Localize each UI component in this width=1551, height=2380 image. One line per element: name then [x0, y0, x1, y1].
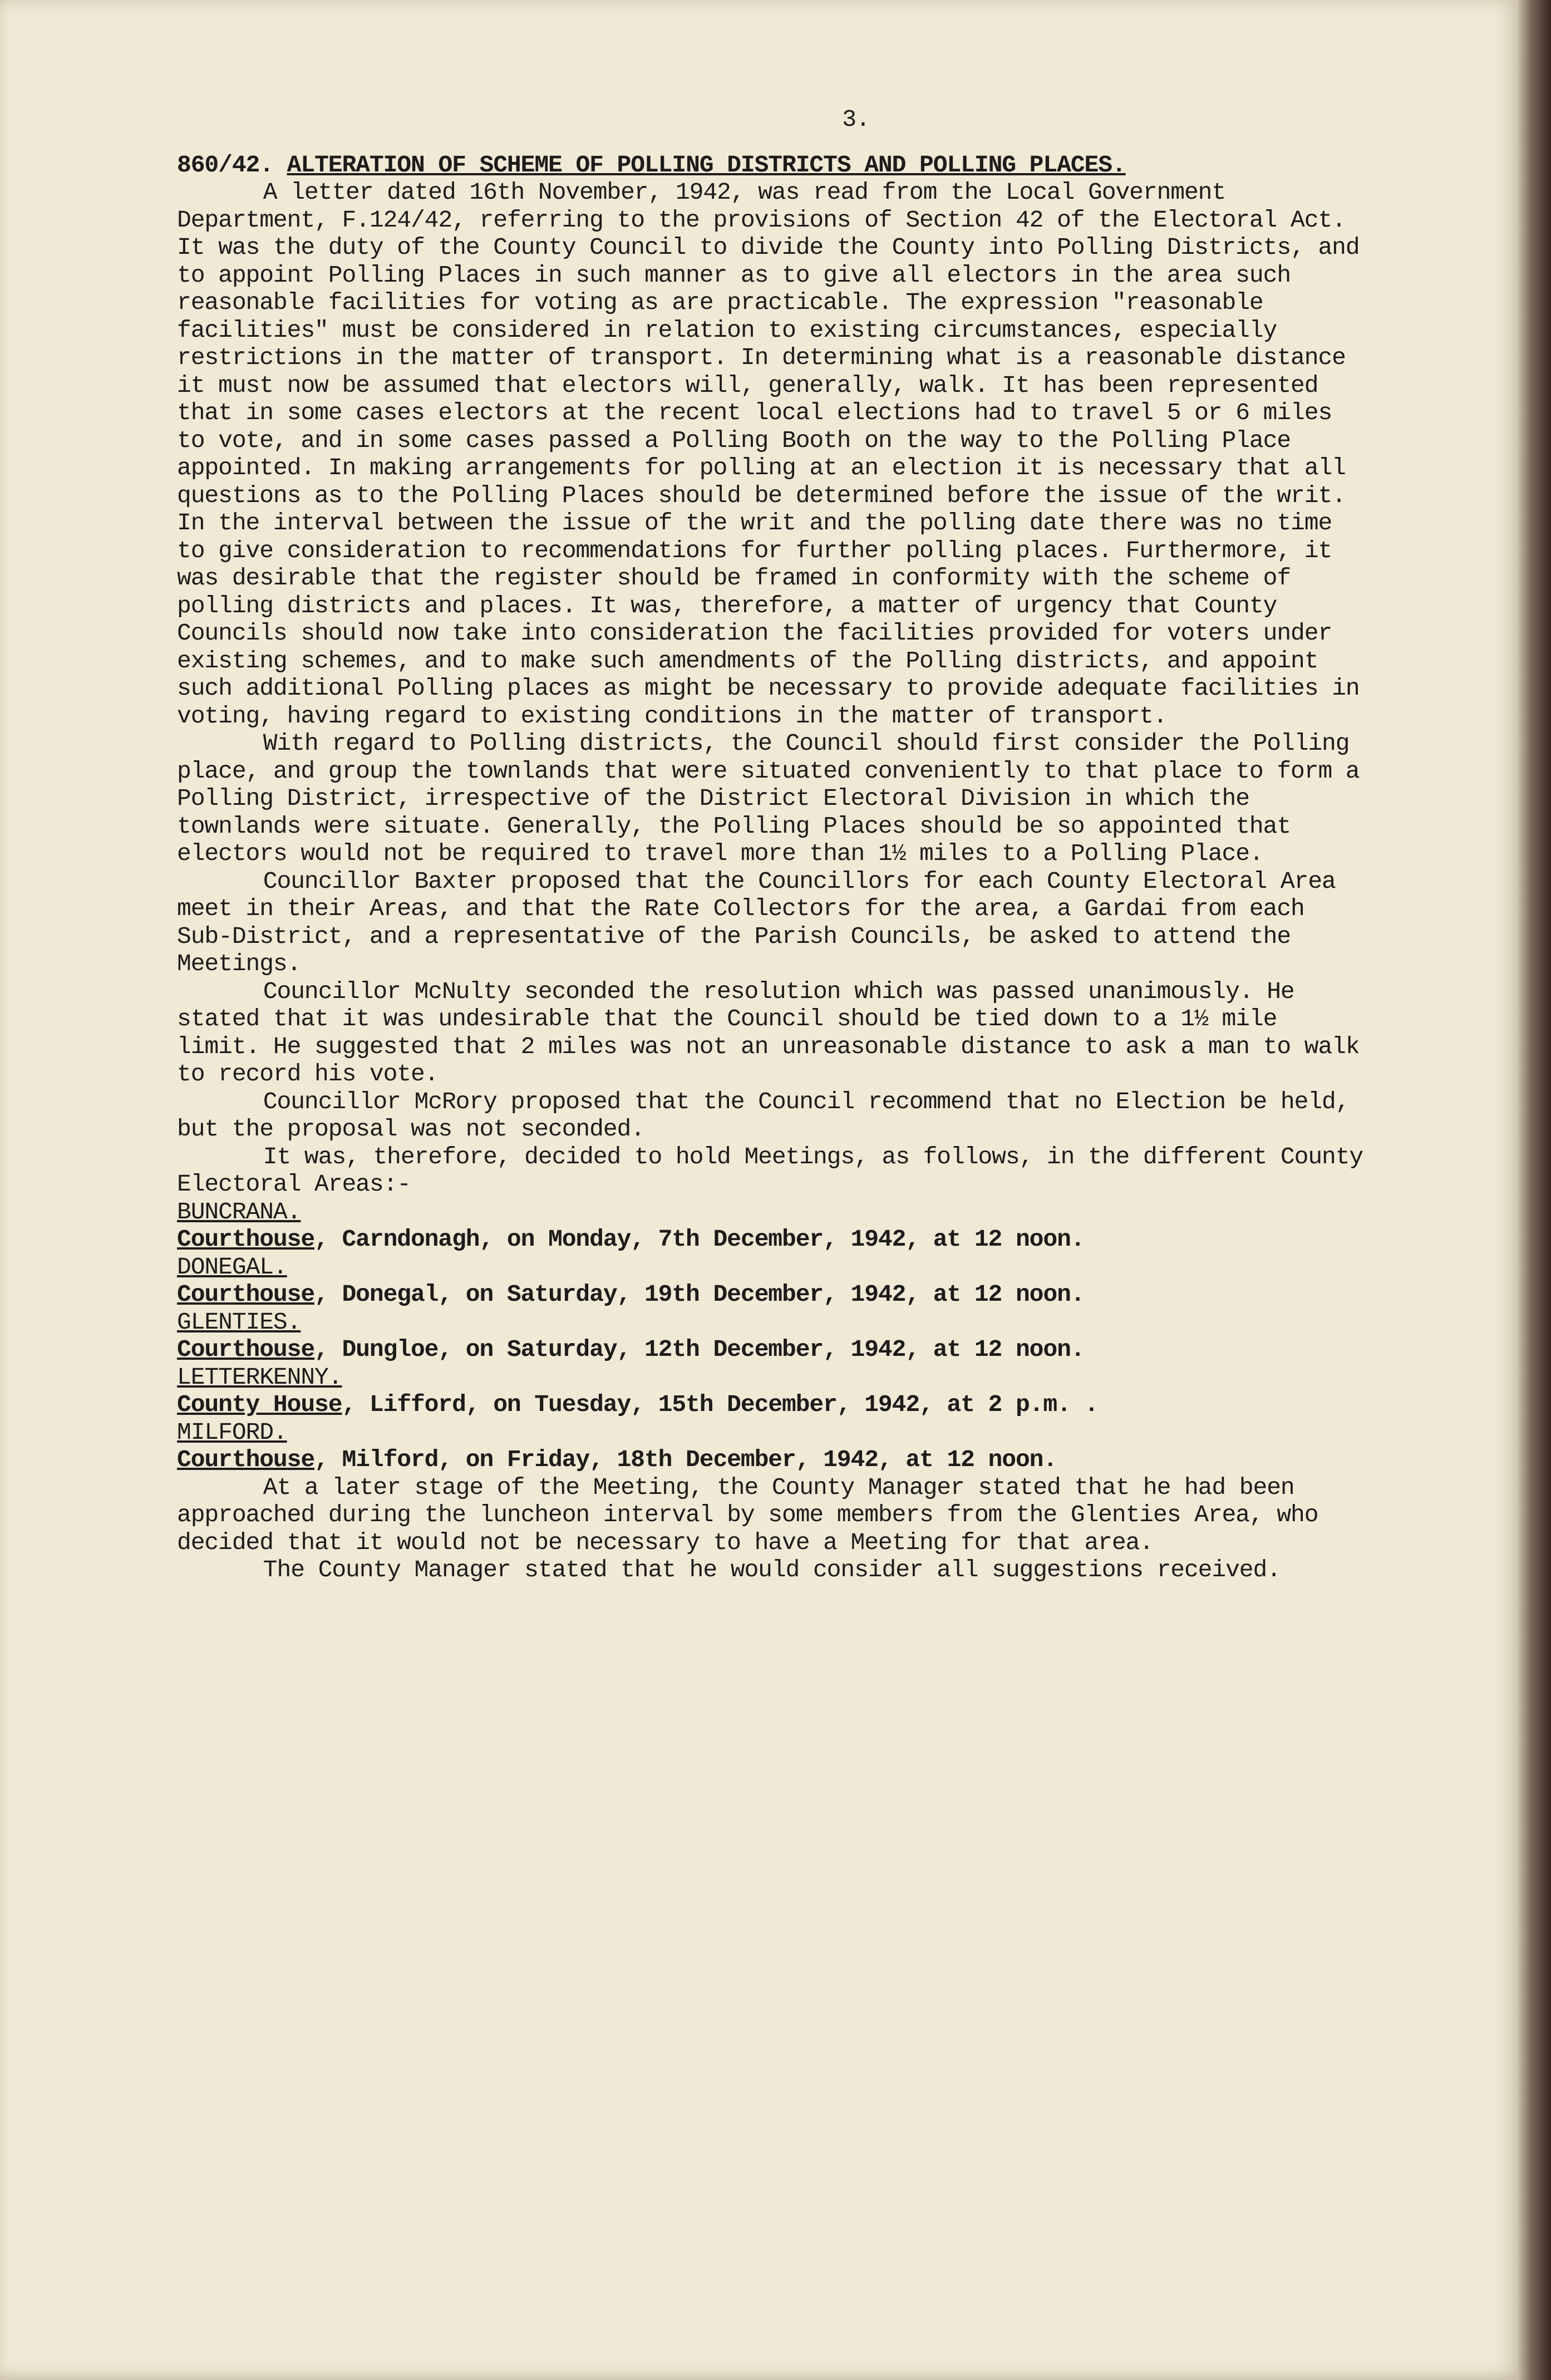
minute-reference: 860/42.: [177, 151, 273, 179]
meeting-area: GLENTIES.: [177, 1308, 301, 1336]
meeting-details: County House, Lifford, on Tuesday, 15th December, 1942, at 2 p.m. .: [177, 1391, 1099, 1418]
paragraph-decision: It was, therefore, decided to hold Meetings, as follows, in the different County Electoral Areas:-: [177, 1143, 1363, 1198]
paragraph-suggestions: The County Manager stated that he would consider all suggestions received.: [263, 1556, 1281, 1584]
meeting-area: MILFORD.: [177, 1418, 287, 1446]
page-number: 3.: [842, 106, 870, 133]
paragraph-letter: A letter dated 16th November, 1942, was read from the Local Government Department, F.124/42, referring to the provisions of Section 42 of the Electoral Act. It was the duty of the County Council to divide the County into Polling Districts, and to appoint Polling Places in such manner as to give all electors in the area such reasonable facilities for voting as are practicable. The expression "reasonable facilities" must be considered in relation to existing circumstances, especially restrictions in the matter of transport. In determining what is a reasonable distance it must now be assumed that electors will, generally, walk. It has been represented that in some cases electors at the recent local elections had to travel 5 or 6 miles to vote, and in some cases passed a Polling Booth on the way to the Polling Place appointed. In making arrangements for polling at an election it is necessary that all questions as to the Polling Places should be determined before the issue of the writ. In the interval between the issue of the writ and the polling date there was no time to give consideration to recommendations for further polling places. Furthermore, it was desirable that the register should be framed in conformity with the scheme of polling districts and places. It was, therefore, a matter of urgency that County Councils should now take into consideration the facilities provided for voters under existing schemes, and to make such amendments of the Polling districts, and appoint such additional Polling places as might be necessary to provide adequate facilities in voting, having regard to existing conditions in the matter of transport.: [177, 179, 1360, 730]
meeting-area: LETTERKENNY.: [177, 1363, 342, 1391]
minute-title: ALTERATION OF SCHEME OF POLLING DISTRICTS AND POLLING PLACES.: [287, 151, 1126, 179]
meeting-details: Courthouse, Carndonagh, on Monday, 7th December, 1942, at 12 noon.: [177, 1226, 1085, 1253]
book-binding-edge: [1518, 0, 1551, 2380]
meeting-details: Courthouse, Donegal, on Saturday, 19th December, 1942, at 12 noon.: [177, 1281, 1085, 1308]
paragraph-polling-districts: With regard to Polling districts, the Council should first consider the Polling place, and group the townlands that were situated conveniently to that place to form a Polling District, irrespective of the District Electoral Division in which the townlands were situate. Generally, the Polling Places should be so appointed that electors would not be required to travel more than 1½ miles to a Polling Place.: [177, 730, 1360, 867]
meeting-area: BUNCRANA.: [177, 1198, 301, 1226]
meeting-details: Courthouse, Dungloe, on Saturday, 12th December, 1942, at 12 noon.: [177, 1336, 1085, 1363]
meetings-list: [177, 1198, 1368, 1474]
document-body: [177, 106, 1368, 1584]
meeting-area: DONEGAL.: [177, 1253, 287, 1281]
meeting-details: Courthouse, Milford, on Friday, 18th December, 1942, at 12 noon.: [177, 1446, 1057, 1473]
paragraph-mcnulty-seconded: Councillor McNulty seconded the resolution which was passed unanimously. He stated that it was undesirable that the Council should be tied down to a 1½ mile limit. He suggested that 2 miles was not an unreasonable distance to ask a man to walk to record his vote.: [177, 977, 1360, 1088]
minute-heading: [177, 151, 1368, 179]
paragraph-mcrory-proposal: Councillor McRory proposed that the Council recommend that no Election be held, but the proposal was not seconded.: [177, 1088, 1350, 1143]
paragraph-baxter-proposal: Councillor Baxter proposed that the Councillors for each County Electoral Area meet in their Areas, and that the Rate Collectors for the area, a Gardai from each Sub-District, and a representative of the Parish Councils, be asked to attend the Meetings.: [177, 867, 1336, 977]
paragraph-later-stage: At a later stage of the Meeting, the County Manager stated that he had been approached during the luncheon interval by some members from the Glenties Area, who decided that it would not be necessary to have a Meeting for that area.: [177, 1473, 1318, 1556]
